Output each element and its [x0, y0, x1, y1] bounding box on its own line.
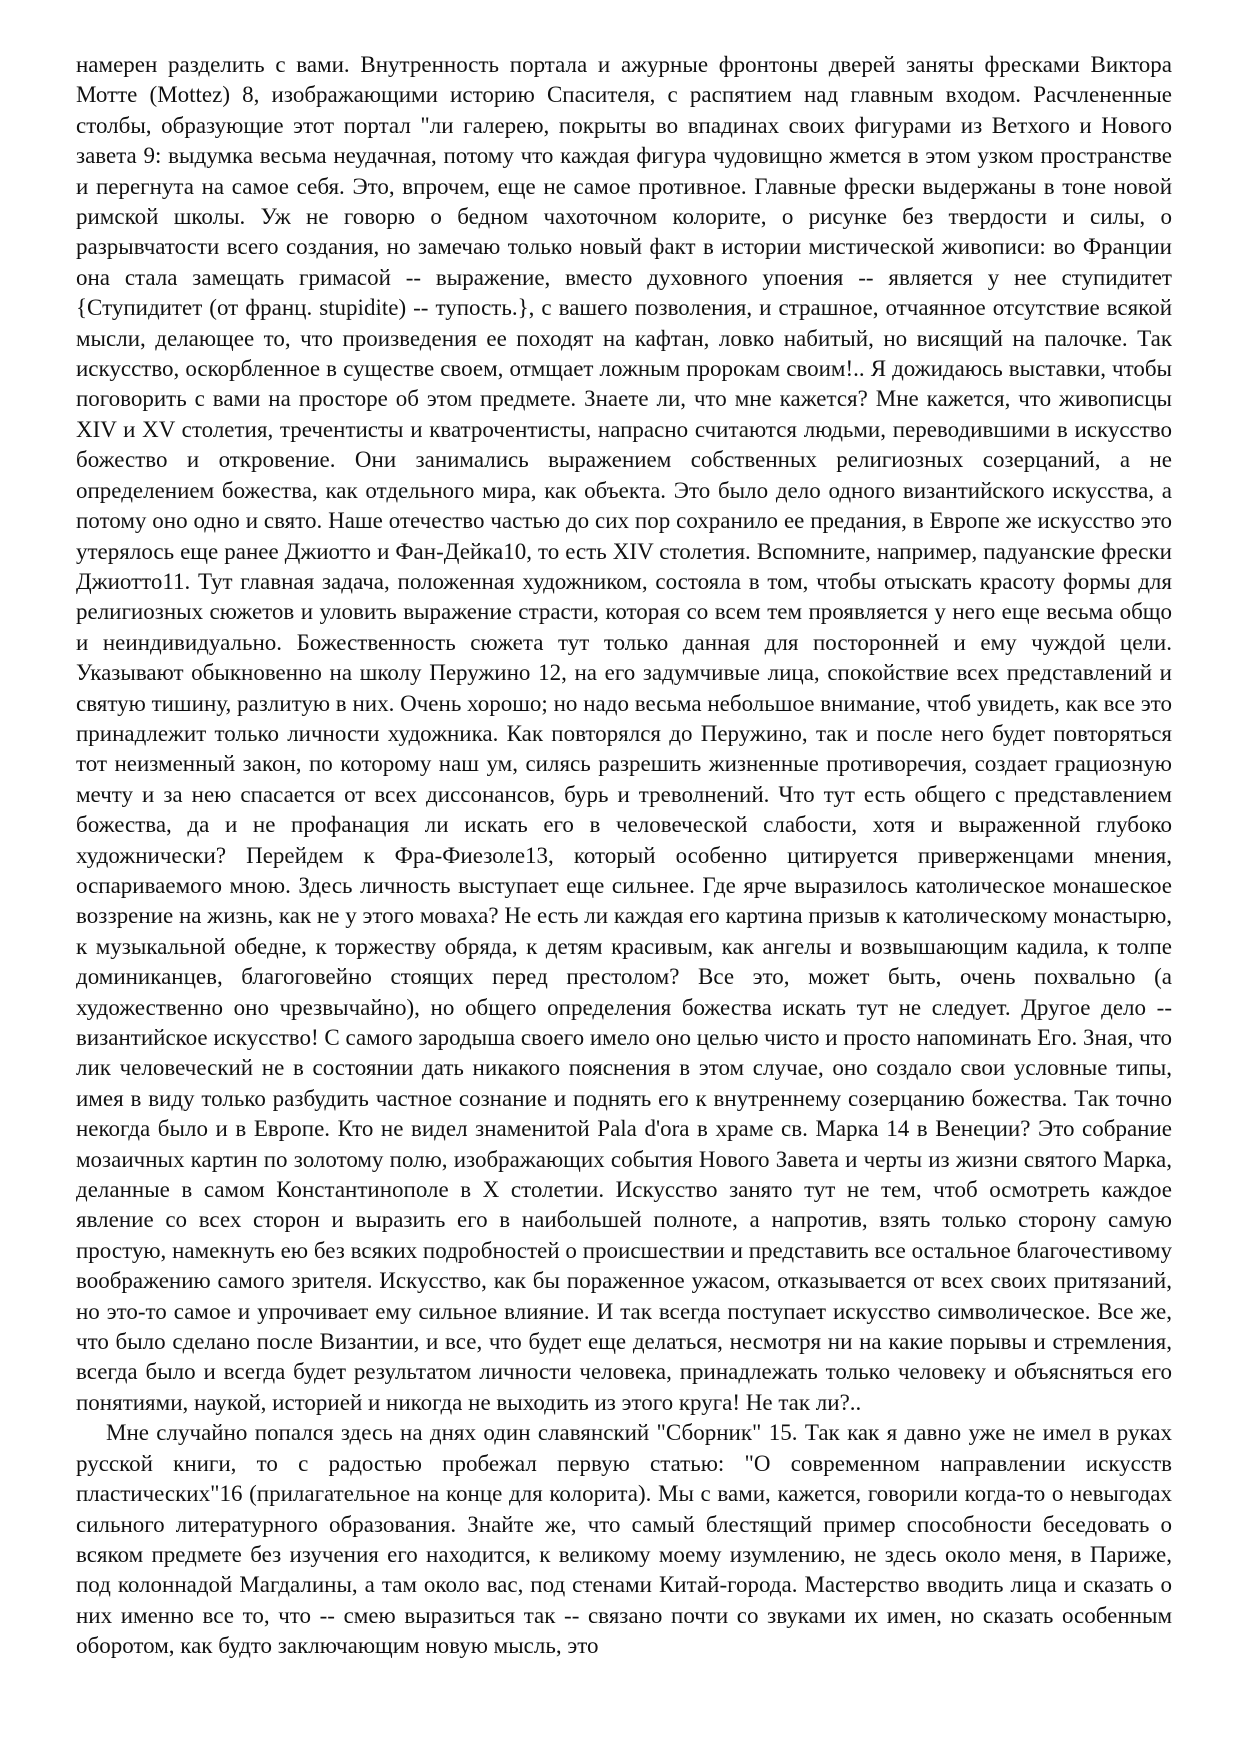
document-page: [76, 50, 1172, 1662]
paragraph-2: Мне случайно попался здесь на днях один славянский "Сборник" 15. Так как я давно уже не имел в руках русской книги, то с радостью пробежал первую статью: "О современном направлении искусств пластических"16 (прилагательное на конце для колорита). Мы с вами, кажется, говорили когда-то о невыгодах сильного литературного образования. Знайте же, что самый блестящий пример способности беседовать о всяком предмете без изучения его находится, к великому моему изумлению, не здесь около меня, в Париже, под колоннадой Магдалины, а там около вас, под стенами Китай-города. Мастерство вводить лица и сказать о них именно все то, что -- смею выразиться так -- связано почти со звуками их имен, но сказать особенным оборотом, как будто заключающим новую мысль, это: [76, 1420, 1172, 1659]
paragraph-1: намерен разделить с вами. Внутренность портала и ажурные фронтоны дверей заняты фресками Виктора Мотте (Mottez) 8, изображающими историю Спасителя, с распятием над главным входом. Расчлененные столбы, образующие этот портал "ли галерею, покрыты во впадинах своих фигурами из Ветхого и Нового завета 9: выдумка весьма неудачная, потому что каждая фигура чудовищно жмется в этом узком пространстве и перегнута на самое себя. Это, впрочем, еще не самое противное. Главные фрески выдержаны в тоне новой римской школы. Уж не говорю о бедном чахоточном колорите, о рисунке без твердости и силы, о разрывчатости всего создания, но замечаю только новый факт в истории мистической живописи: во Франции она стала замещать гримасой -- выражение, вместо духовного упоения -- является у нее ступидитет {Ступидитет (от франц. stupidite) -- тупость.}, с вашего позволения, и страшное, отчаянное отсутствие всякой мысли, делающее то, что произведения ее походят на кафтан, ловко набитый, но висящий на палочке. Так искусство, оскорбленное в существе своем, отмщает ложным пророкам своим!.. Я дожидаюсь выставки, чтобы поговорить с вами на просторе об этом предмете. Знаете ли, что мне кажется? Мне кажется, что живописцы XIV и XV столетия, тречентисты и кватрочентисты, напрасно считаются людьми, переводившими в искусство божество и откровение. Они занимались выражением собственных религиозных созерцаний, а не определением божества, как отдельного мира, как объекта. Это было дело одного византийского искусства, а потому оно одно и свято. Наше отечество частью до сих пор сохранило ее предания, в Европе же искусство это утерялось еще ранее Джиотто и Фан-Дейка10, то есть XIV столетия. Вспомните, например, падуанские фрески Джиотто11. Тут главная задача, положенная художником, состояла в том, чтобы отыскать красоту формы для религиозных сюжетов и уловить выражение страсти, которая со всем тем проявляется у него еще весьма общо и неиндивидуально. Божественность сюжета тут только данная для посторонней и ему чуждой цели. Указывают обыкновенно на школу Перужино 12, на его задумчивые лица, спокойствие всех представлений и святую тишину, разлитую в них. Очень хорошо; но надо весьма небольшое внимание, чтоб увидеть, как все это принадлежит только личности художника. Как повторялся до Перужино, так и после него будет повторяться тот неизменный закон, по которому наш ум, силясь разрешить жизненные противоречия, создает грациозную мечту и за нею спасается от всех диссонансов, бурь и треволнений. Что тут есть общего с представлением божества, да и не профанация ли искать его в человеческой слабости, хотя и выраженной глубоко художнически? Перейдем к Фра-Фиезоле13, который особенно цитируется приверженцами мнения, оспариваемого мною. Здесь личность выступает еще сильнее. Где ярче выразилось католическое монашеское воззрение на жизнь, как не у этого мовaха? Не есть ли каждая его картина призыв к католическому монастырю, к музыкальной обедне, к торжеству обряда, к детям красивым, как ангелы и возвышающим кадила, к толпе доминиканцев, благоговейно стоящих перед престолом? Все это, может быть, очень похвально (а художественно оно чрезвычайно), но общего определения божества искать тут не следует. Другое дело -- византийское искусство! С самого зародыша своего имело оно целью чисто и просто напоминать Его. Зная, что лик человеческий не в состоянии дать никакого пояснения в этом случае, оно создало свои условные типы, имея в виду только разбудить частное сознание и поднять его к внутреннему созерцанию божества. Так точно некогда было и в Европе. Кто не видел знаменитой Pala d'ora в храме св. Марка 14 в Венеции? Это собрание мозаичных картин по золотому полю, изображающих события Нового Завета и черты из жизни святого Марка, деланные в самом Константинополе в X столетии. Искусство занято тут не тем, чтоб осмотреть каждое явление со всех сторон и выразить его в наибольшей полноте, а напротив, взять только сторону самую простую, намекнуть ею без всяких подробностей о происшествии и представить все остальное благочестивому воображению самого зрителя. Искусство, как бы пораженное ужасом, отказывается от всех своих притязаний, но это-то самое и упрочивает ему сильное влияние. И так всегда поступает искусство символическое. Все же, что было сделано после Византии, и все, что будет еще делаться, несмотря ни на какие порывы и стремления, всегда было и всегда будет результатом личности человека, принадлежать только человеку и объясняться его понятиями, наукой, историей и никогда не выходить из этого круга! Не так ли?..: [76, 52, 1172, 1415]
